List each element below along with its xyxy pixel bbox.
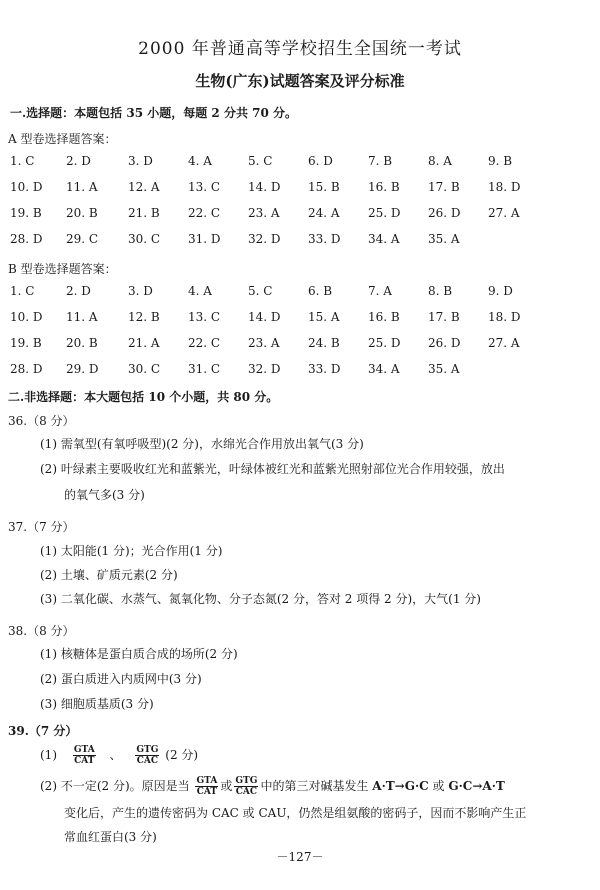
typeB-answer: 33. D [308,362,341,376]
typeB-answer: 12. B [128,310,160,324]
typeB-answer: 17. B [428,310,460,324]
typeA-answer: 6. D [308,154,333,168]
q39-answer-1-score: (2 分) [165,748,199,762]
page-number: －127－ [276,850,324,864]
typeA-row [0,206,600,224]
typeB-answer: 29. D [66,362,99,376]
typeA-answer: 25. D [368,206,401,220]
typeA-answer: 28. D [10,232,43,246]
typeB-answer: 34. A [368,362,400,376]
typeA-answer: 29. C [66,232,99,246]
typeB-answer: 27. A [488,336,520,350]
typeA-answer: 22. C [188,206,221,220]
typeA-answer: 20. B [66,206,98,220]
q39-answer-2-cont: 变化后，产生的遗传密码为 CAC 或 CAU，仍然是组氨酸的密码子，因而不影响产生正 [64,806,527,820]
typeA-answer: 13. C [188,180,221,194]
typeA-answer: 14. D [248,180,281,194]
typeA-answer: 2. D [66,154,91,168]
typeB-row [0,336,600,354]
codon-fraction-1 [73,745,96,766]
q39-answer-2-or: 或 [428,779,449,793]
typeB-answer: 8. B [428,284,453,298]
typeA-answer: 12. A [128,180,160,194]
typeB-answer: 20. B [66,336,98,350]
typeB-answer: 22. C [188,336,221,350]
typeB-answer: 14. D [248,310,281,324]
codon-fraction-4-top: GTG [235,776,258,786]
typeA-answer: 34. A [368,232,400,246]
section1-heading: 一.选择题：本题包括 35 小题，每题 2 分共 70 分。 [10,106,297,120]
typeA-answer: 30. C [128,232,161,246]
typeB-answer: 16. B [368,310,400,324]
typeB-answer: 6. B [308,284,333,298]
codon-fraction-2-bottom: CAC [136,756,159,766]
q39-answer-1-prefix: (1) [40,748,57,762]
typeA-answer: 7. B [368,154,393,168]
typeA-answer: 23. A [248,206,280,220]
q38-label: 38.（8 分） [8,624,75,638]
typeA-answer: 16. B [368,180,400,194]
codon-fraction-2-top: GTG [136,745,159,755]
typeA-answer: 9. B [488,154,513,168]
typeA-answer: 24. A [308,206,340,220]
typeB-answer: 32. D [248,362,281,376]
q39-answer-2-end: 常血红蛋白(3 分) [64,830,157,844]
typeB-answer: 24. B [308,336,340,350]
typeB-row [0,310,600,328]
typeB-answer: 7. A [368,284,392,298]
page-title: 2000 年普通高等学校招生全国统一考试 [138,39,462,59]
codon-fraction-3 [195,776,218,797]
q38-answer-3: (3) 细胞质基质(3 分) [40,697,154,711]
typeA-answer: 5. C [248,154,273,168]
typeB-answer: 13. C [188,310,221,324]
typeB-answer: 10. D [10,310,43,324]
typeA-answer: 31. D [188,232,221,246]
typeA-answer: 4. A [188,154,212,168]
typeA-answer: 32. D [248,232,281,246]
typeA-answer: 21. B [128,206,160,220]
q36-answer-2: (2) 叶绿素主要吸收红光和蓝紫光，叶绿体被红光和蓝紫光照射部位光合作用较强，放出 [40,462,505,476]
typeB-answer: 1. C [10,284,35,298]
typeA-answer: 8. A [428,154,452,168]
typeA-answer: 33. D [308,232,341,246]
typeA-answer: 1. C [10,154,35,168]
typeB-answer: 28. D [10,362,43,376]
typeA-row [0,154,600,172]
q39-answer-1 [40,745,198,766]
typeB-answer: 23. A [248,336,280,350]
section2-heading: 二.非选择题：本大题包括 10 个小题，共 80 分。 [8,390,279,404]
mutation-1: A·T→G·C [372,779,429,793]
typeB-answer: 15. A [308,310,340,324]
q37-answer-1: (1) 太阳能(1 分)；光合作用(1 分) [40,544,223,558]
typeA-answer: 35. A [428,232,460,246]
typeA-answer: 17. B [428,180,460,194]
typeB-answer: 9. D [488,284,513,298]
typeB-label: B 型卷选择题答案： [8,262,117,276]
fraction-separator: 、 [109,748,122,762]
typeB-answer: 26. D [428,336,461,350]
typeB-answer: 4. A [188,284,212,298]
codon-fraction-4-bottom: CAC [235,787,258,797]
typeA-label: A 型卷选择题答案： [8,132,117,146]
typeA-row [0,180,600,198]
q39-label: 39.（7 分） [8,724,78,738]
q37-answer-3: (3) 二氧化碳、水蒸气、氮氧化物、分子态氮(2 分，答对 2 项得 2 分)，大气(1 分) [40,592,481,606]
q36-answer-1: (1) 需氧型(有氧呼吸型)(2 分)，水绵光合作用放出氧气(3 分) [40,437,364,451]
q37-label: 37.（7 分） [8,520,75,534]
typeB-answer: 25. D [368,336,401,350]
typeB-row [0,362,600,380]
typeA-answer: 15. B [308,180,340,194]
q39-answer-2-part2: 中的第三对碱基发生 [260,779,373,793]
codon-fraction-3-top: GTA [196,776,218,786]
typeB-answer: 21. A [128,336,160,350]
typeB-row [0,284,600,302]
typeA-answer: 10. D [10,180,43,194]
q37-answer-2: (2) 土壤、矿质元素(2 分) [40,568,178,582]
page-subtitle: 生物(广东)试题答案及评分标准 [195,72,405,90]
typeA-row [0,232,600,250]
q39-answer-2-part1: (2) 不一定(2 分)。原因是当 [40,779,190,793]
typeB-answer: 18. D [488,310,521,324]
typeB-answer: 5. C [248,284,273,298]
codon-fraction-1-bottom: CAT [74,756,95,766]
typeB-answer: 19. B [10,336,42,350]
typeA-answer: 27. A [488,206,520,220]
q38-answer-1: (1) 核糖体是蛋白质合成的场所(2 分) [40,647,238,661]
typeB-answer: 35. A [428,362,460,376]
typeA-answer: 11. A [66,180,98,194]
codon-fraction-4 [234,776,258,797]
typeA-answer: 18. D [488,180,521,194]
typeB-answer: 11. A [66,310,98,324]
mutation-2: G·C→A·T [448,779,505,793]
codon-fraction-1-top: GTA [73,745,95,755]
typeA-answer: 19. B [10,206,42,220]
typeB-answer: 30. C [128,362,161,376]
codon-fraction-2 [135,745,159,766]
q39-answer-2-or-word: 或 [220,779,233,793]
typeB-answer: 2. D [66,284,91,298]
q36-answer-2-cont: 的氧气多(3 分) [64,488,145,502]
typeB-answer: 3. D [128,284,153,298]
codon-fraction-3-bottom: CAT [196,787,218,797]
q39-answer-2 [40,776,505,797]
q36-label: 36.（8 分） [8,414,75,428]
typeA-answer: 26. D [428,206,461,220]
typeA-answer: 3. D [128,154,153,168]
typeB-answer: 31. C [188,362,221,376]
q38-answer-2: (2) 蛋白质进入内质网中(3 分) [40,672,202,686]
